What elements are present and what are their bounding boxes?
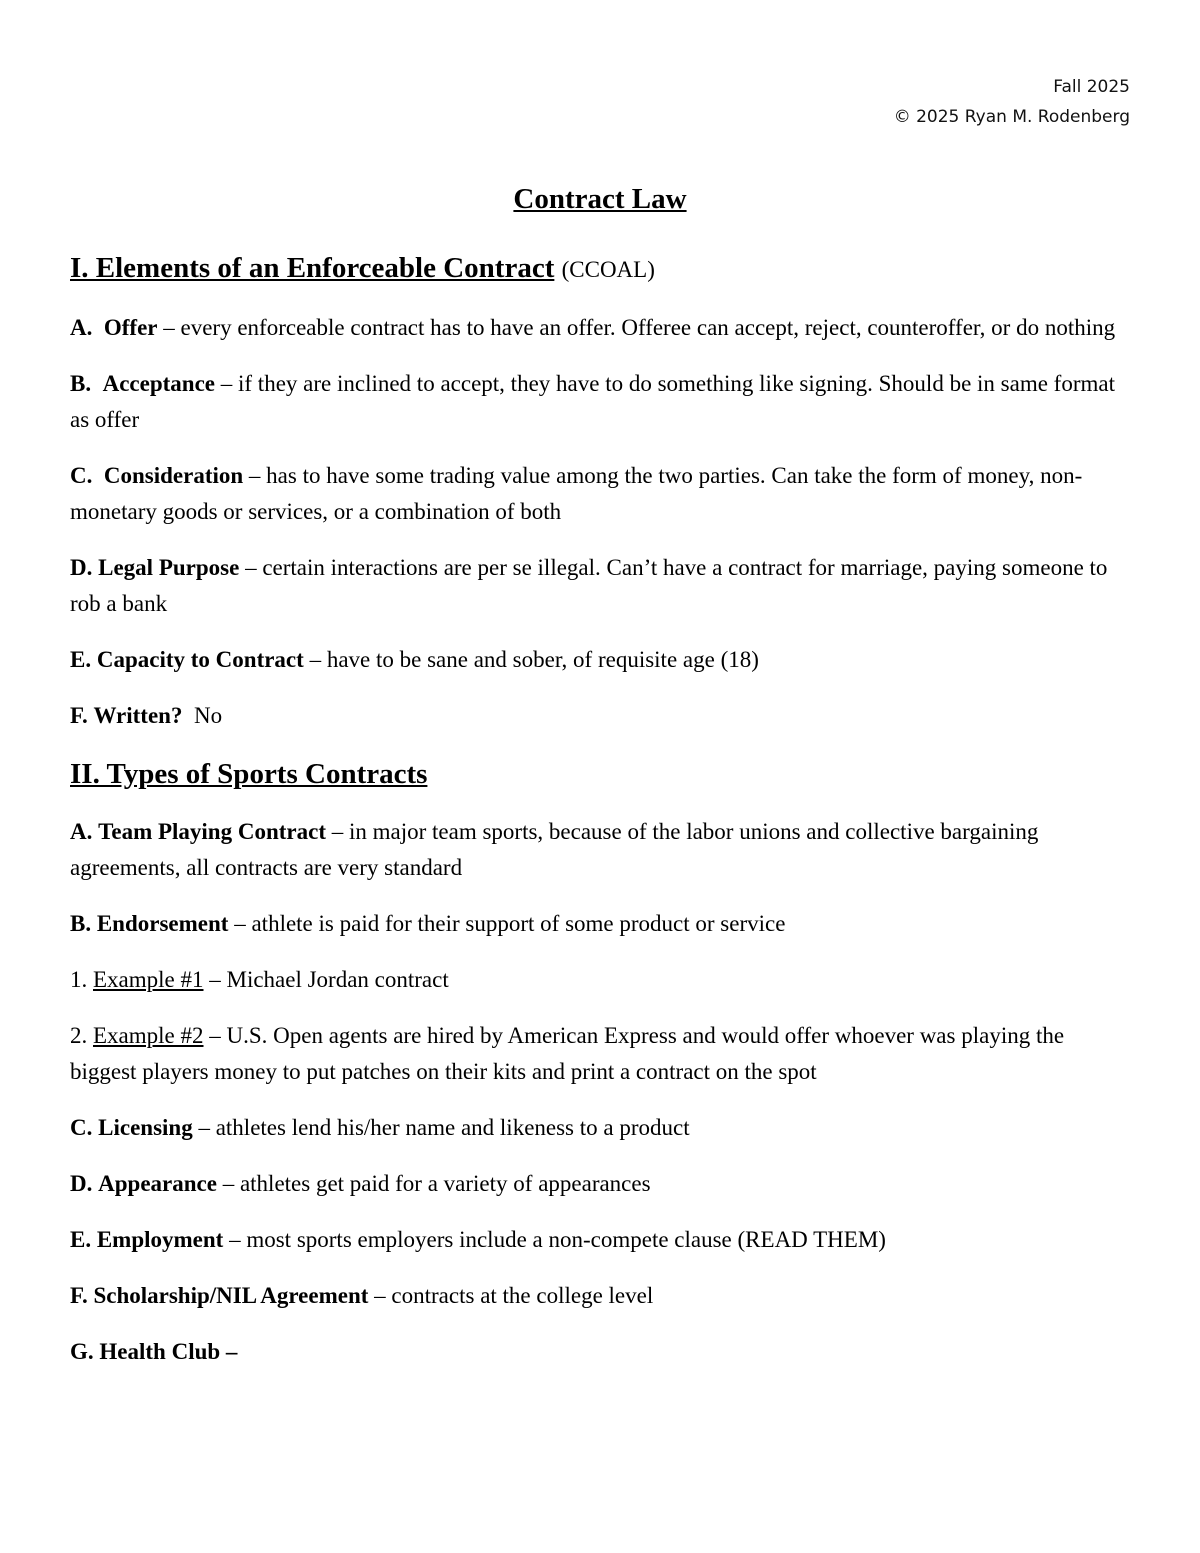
copyright-label: © 2025 Ryan M. Rodenberg [893,107,1130,127]
item-term: Team Playing Contract [98,819,326,844]
item-term: Health Club [99,1339,221,1364]
item-term: Appearance [98,1171,217,1196]
item-term: Endorsement [96,911,229,936]
item-text: – every enforceable contract has to have an offer. Offeree can accept, reject, counteroffer, or do nothing [157,315,1116,340]
section-heading-text: II. Types of Sports Contracts [70,758,428,790]
item-letter: E. [70,1227,92,1252]
element-written [70,698,1130,734]
item-text: – in major team sports, because of the labor unions and collective bargaining agreements, all contracts are very standard [70,819,1039,880]
type-appearance [70,1166,1130,1202]
item-text: No [182,703,223,728]
type-team-playing-contract [70,814,1130,886]
example-text: – Michael Jordan contract [203,967,449,992]
endorsement-example-1 [70,962,1130,998]
item-text: – has to have some trading value among the two parties. Can take the form of money, non-monetary goods or services, or a combination of both [70,463,1083,524]
item-term: Legal Purpose [98,555,240,580]
item-letter: D. [70,555,93,580]
type-licensing [70,1110,1130,1146]
element-offer [70,310,1130,346]
example-text: – U.S. Open agents are hired by American Express and would offer whoever was playing the biggest players money to put patches on their kits and print a contract on the spot [70,1023,1065,1084]
section-heading-types [70,754,1130,794]
item-letter: B. [70,371,92,396]
item-letter: D. [70,1171,93,1196]
document-body [70,178,1130,1390]
type-endorsement [70,906,1130,942]
section-heading-elements [70,248,1130,290]
item-letter: A. [70,819,93,844]
item-text: – if they are inclined to accept, they have to do something like signing. Should be in same format as offer [70,371,1115,432]
item-letter: G. [70,1339,94,1364]
element-capacity [70,642,1130,678]
element-legal-purpose [70,550,1130,622]
item-term: Consideration [103,463,244,488]
item-text: – contracts at the college level [368,1283,654,1308]
item-letter: F. [70,703,88,728]
type-health-club [70,1334,1130,1370]
item-text: – [220,1339,238,1364]
type-scholarship-nil [70,1278,1130,1314]
type-employment [70,1222,1130,1258]
section-heading-text: I. Elements of an Enforceable Contract [70,252,555,284]
item-text: – athlete is paid for their support of some product or service [228,911,786,936]
item-text: – certain interactions are per se illegal. Can’t have a contract for marriage, paying someone to rob a bank [70,555,1108,616]
element-acceptance [70,366,1130,438]
example-label: Example #2 [93,1023,204,1048]
term-label: Fall 2025 [1053,77,1130,97]
endorsement-example-2 [70,1018,1130,1090]
section-heading-suffix: (CCOAL) [561,257,655,282]
example-number: 2. [70,1023,88,1048]
document-title: Contract Law [513,183,687,215]
example-label: Example #1 [93,967,204,992]
item-letter: C. [70,1115,93,1140]
example-number: 1. [70,967,88,992]
item-term: Capacity to Contract [96,647,304,672]
item-letter: A. [70,315,93,340]
item-letter: E. [70,647,92,672]
item-text: – most sports employers include a non-compete clause (READ THEM) [223,1227,886,1252]
item-term: Offer [103,315,158,340]
item-term: Written? [93,703,183,728]
page-header [894,72,1130,132]
item-text: – have to be sane and sober, of requisite age (18) [303,647,759,672]
item-text: – athletes get paid for a variety of appearances [216,1171,651,1196]
item-text: – athletes lend his/her name and likeness to a product [192,1115,690,1140]
item-letter: C. [70,463,93,488]
item-term: Licensing [98,1115,193,1140]
item-letter: B. [70,911,92,936]
item-term: Employment [96,1227,224,1252]
element-consideration [70,458,1130,530]
item-letter: F. [70,1283,88,1308]
item-term: Scholarship/NIL Agreement [93,1283,369,1308]
item-term: Acceptance [102,371,215,396]
